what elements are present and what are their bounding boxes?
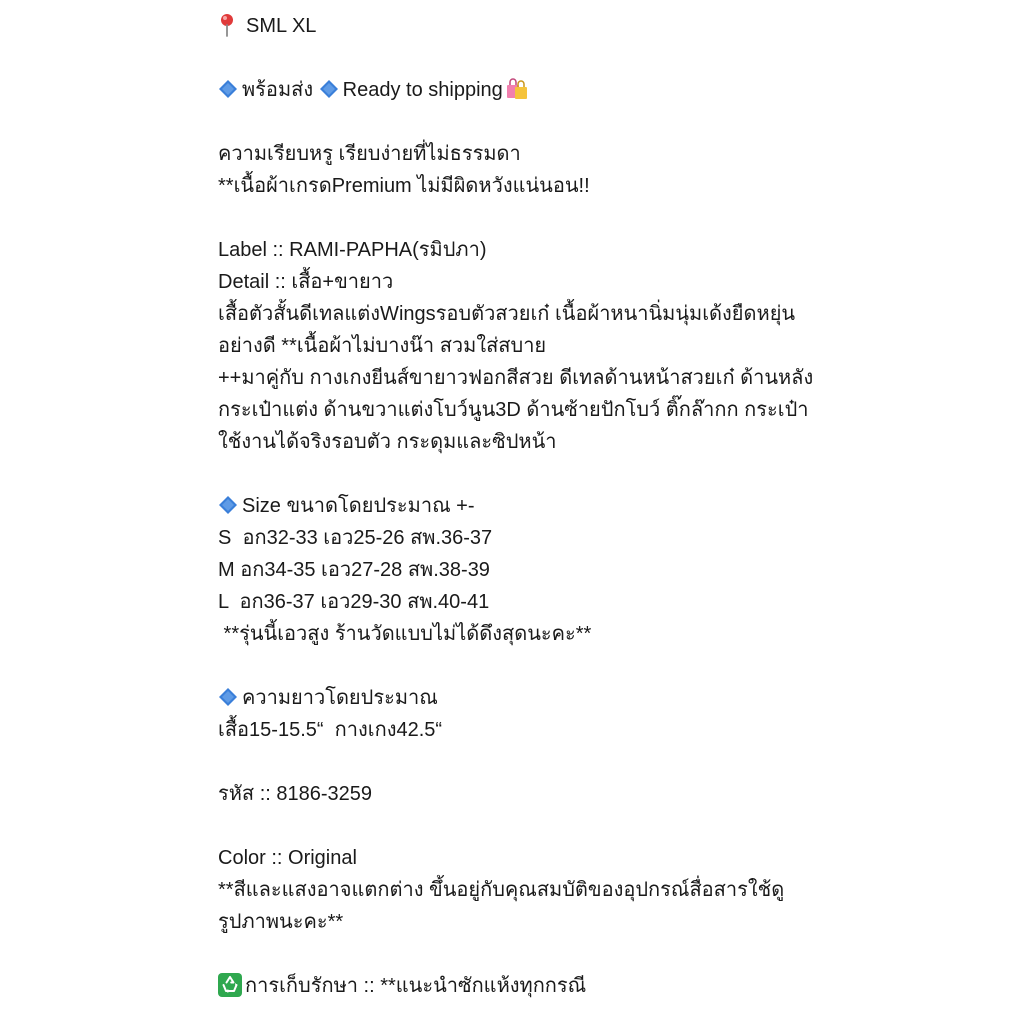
- size-heading-line: [218, 490, 1018, 522]
- tagline: ความเรียบหรู เรียบง่ายที่ไม่ธรรมดา: [218, 143, 521, 165]
- blue-diamond-icon: [218, 687, 238, 707]
- shopping-bags-icon: [505, 76, 529, 100]
- product-code-line: รหัส :: 8186-3259: [218, 783, 373, 805]
- size-heading-text: Size ขนาดโดยประมาณ +-: [242, 495, 475, 517]
- label-line: Label :: RAMI-PAPHA(รมิปภา): [218, 239, 487, 261]
- color-line: Color :: Original: [218, 847, 357, 869]
- care-text: การเก็บรักษา :: **แนะนำซักแห้งทุกกรณี: [245, 975, 587, 997]
- description-line-5: ใช้งานได้จริงรอบตัว กระดุมและซิปหน้า: [218, 431, 557, 453]
- length-heading-text: ความยาวโดยประมาณ: [242, 687, 438, 709]
- description-line-2: อย่างดี **เนื้อผ้าไม่บางน๊า สวมใส่สบาย: [218, 335, 547, 357]
- sizes-header-text: SML XL: [246, 15, 317, 37]
- recycle-icon: [218, 973, 242, 997]
- ready-to-ship-thai: พร้อมส่ง: [242, 79, 314, 101]
- ready-to-ship-line: [218, 74, 1018, 106]
- pin-icon: [218, 13, 236, 37]
- color-note-line-1: **สีและแสงอาจแตกต่าง ขึ้นอยู่กับคุณสมบัติของอุปกรณ์สื่อสารใช้ดู: [218, 879, 785, 901]
- sizes-header-line: [218, 10, 1018, 42]
- product-description: [218, 10, 1018, 1002]
- size-note-line: **รุ่นนี้เอวสูง ร้านวัดแบบไม่ได้ดึงสุดนะคะ**: [218, 623, 592, 645]
- fabric-grade-line: **เนื้อผ้าเกรดPremium ไม่มีผิดหวังแน่นอน!!: [218, 175, 590, 197]
- size-l-line: L อก36-37 เอว29-30 สพ.40-41: [218, 591, 490, 613]
- size-m-line: M อก34-35 เอว27-28 สพ.38-39: [218, 559, 490, 581]
- blue-diamond-icon: [218, 79, 238, 99]
- blue-diamond-icon: [319, 79, 339, 99]
- description-line-4: กระเป๋าแต่ง ด้านขวาแต่งโบว์นูน3D ด้านซ้ายปักโบว์ ติ๊กล๊ากก กระเป๋า: [218, 399, 809, 421]
- detail-line: Detail :: เสื้อ+ขายาว: [218, 271, 394, 293]
- blue-diamond-icon: [218, 495, 238, 515]
- length-heading-line: [218, 682, 1018, 714]
- care-line: [218, 970, 1018, 1002]
- ready-to-ship-english: Ready to shipping: [342, 79, 503, 101]
- size-s-line: S อก32-33 เอว25-26 สพ.36-37: [218, 527, 493, 549]
- color-note-line-2: รูปภาพนะคะ**: [218, 911, 344, 933]
- description-line-1: เสื้อตัวสั้นดีเทลแต่งWingsรอบตัวสวยเก๋ เนื้อผ้าหนานิ่มนุ่มเด้งยืดหยุ่น: [218, 303, 796, 325]
- length-values-line: เสื้อ15-15.5“ กางเกง42.5“: [218, 719, 443, 741]
- description-line-3: ++มาคู่กับ กางเกงยีนส์ขายาวฟอกสีสวย ดีเทลด้านหน้าสวยเก๋ ด้านหลัง: [218, 367, 814, 389]
